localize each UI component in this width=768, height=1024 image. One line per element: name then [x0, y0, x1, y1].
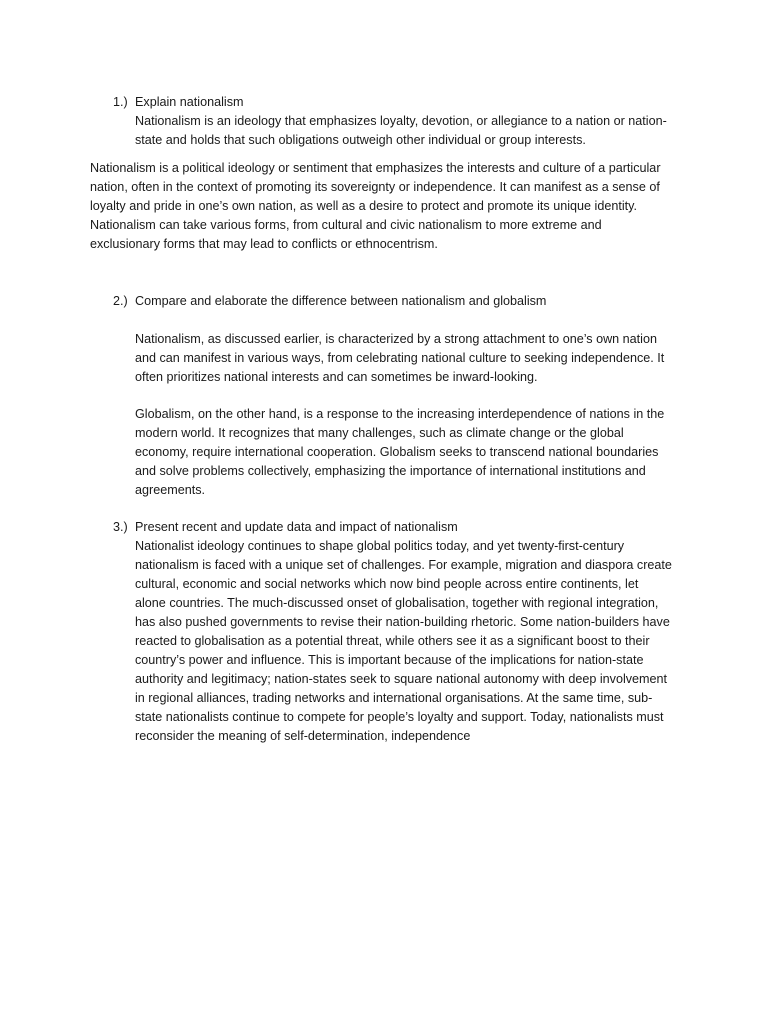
question-body-line: reconsider the meaning of self-determination, independence: [135, 729, 471, 743]
paragraph-line: Nationalism, as discussed earlier, is characterized by a strong attachment to one’s own nation: [135, 332, 657, 346]
paragraph-line: exclusionary forms that may lead to conflicts or ethnocentrism.: [90, 237, 438, 251]
answer-2-nationalism-paragraph: [135, 330, 675, 387]
paragraph-line: often prioritizes national interests and can sometimes be inward-looking.: [135, 370, 538, 384]
paragraph-line: Globalism, on the other hand, is a response to the increasing interdependence of nations in the: [135, 407, 665, 421]
question-body-line: nationalism is faced with a unique set of challenges. For example, migration and diaspora create: [135, 558, 672, 572]
answer-2-globalism-paragraph: [135, 405, 675, 500]
question-number: 2.): [113, 294, 128, 308]
question-content: [135, 518, 673, 746]
question-title: Present recent and update data and impact of nationalism: [135, 520, 458, 534]
question-body-line: alone countries. The much-discussed onset of globalisation, together with regional integration,: [135, 596, 659, 610]
question-content: [135, 292, 673, 311]
question-body-line: Nationalist ideology continues to shape global politics today, and yet twenty-first-century: [135, 539, 625, 553]
question-body-line: state and holds that such obligations outweigh other individual or group interests.: [135, 133, 586, 147]
question-number: 3.): [113, 520, 128, 534]
paragraph-line: Nationalism can take various forms, from cultural and civic nationalism to more extreme and: [90, 218, 602, 232]
paragraph-line: economy, require international cooperation. Globalism seeks to transcend national boundaries: [135, 445, 659, 459]
question-body-line: has also pushed governments to revise their nation-building rhetoric. Some nation-builders have: [135, 615, 670, 629]
question-content: [135, 93, 673, 150]
question-body-line: Nationalism is an ideology that emphasizes loyalty, devotion, or allegiance to a nation or nation-: [135, 114, 667, 128]
question-title: Explain nationalism: [135, 95, 244, 109]
paragraph-line: and solve problems collectively, emphasizing the importance of international institutions and: [135, 464, 646, 478]
question-body-line: state nationalists continue to compete for people’s loyalty and support. Today, nationalists must: [135, 710, 664, 724]
question-body-line: authority and legitimacy; nation-states seek to square national autonomy with deep involvement: [135, 672, 668, 686]
question-body-line: cultural, economic and social networks which now bind people across entire continents, let: [135, 577, 639, 591]
paragraph-line: modern world. It recognizes that many challenges, such as climate change or the global: [135, 426, 624, 440]
question-body-line: in regional alliances, trading networks and international organisations. At the same time, sub-: [135, 691, 653, 705]
question-title: Compare and elaborate the difference between nationalism and globalism: [135, 294, 547, 308]
answer-1-paragraph: [90, 159, 680, 254]
paragraph-line: Nationalism is a political ideology or sentiment that emphasizes the interests and culture of a particular: [90, 161, 661, 175]
paragraph-line: nation, often in the context of promoting its sovereignty or independence. It can manifest as a sense of: [90, 180, 660, 194]
question-body-line: reacted to globalisation as a potential threat, while others see it as a significant boost to their: [135, 634, 650, 648]
paragraph-line: loyalty and pride in one’s own nation, as well as a desire to protect and promote its unique identity.: [90, 199, 637, 213]
paragraph-line: and can manifest in various ways, from celebrating national culture to seeking independence. It: [135, 351, 665, 365]
question-body-line: country’s power and influence. This is important because of the implications for nation-state: [135, 653, 644, 667]
paragraph-line: agreements.: [135, 483, 206, 497]
question-number: 1.): [113, 95, 128, 109]
